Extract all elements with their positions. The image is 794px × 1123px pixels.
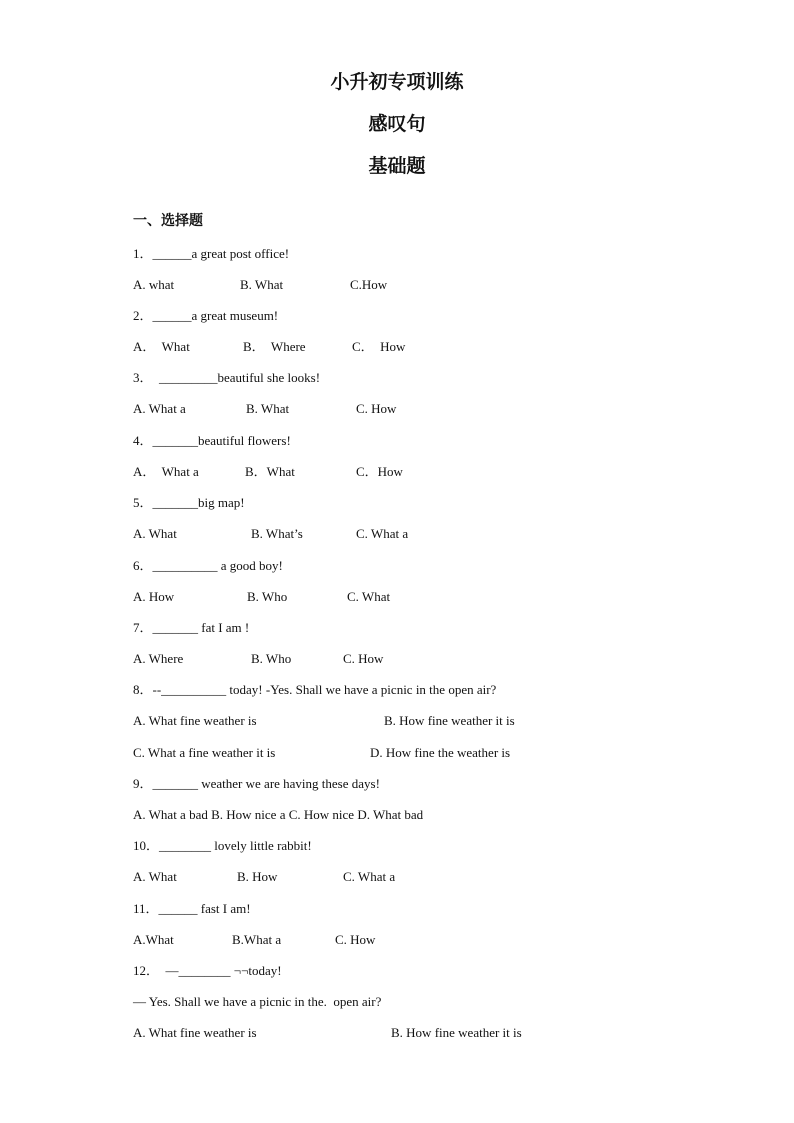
question-4-stem: 4．_______beautiful flowers! (133, 433, 291, 448)
section-heading: 一、选择题 (133, 213, 203, 229)
question-2-stem: 2．______a great museum! (133, 308, 279, 323)
question-4-option-b: B．What (245, 464, 295, 479)
question-2-option-a: A． What (133, 339, 190, 354)
question-10-option-a: A. What (133, 869, 177, 884)
question-1-option-c: C.How (350, 277, 388, 292)
question-5-option-b: B. What’s (251, 526, 303, 541)
question-5-option-a: A. What (133, 526, 177, 541)
question-11-option-b: B.What a (232, 932, 282, 947)
question-8-stem: 8．--__________ today! -Yes. Shall we have a picnic in the open air? (133, 682, 497, 697)
question-11-stem: 11．______ fast I am! (133, 901, 251, 916)
question-3-option-a: A. What a (133, 401, 186, 416)
question-4-option-c: C．How (356, 464, 403, 479)
question-7-option-b: B. Who (251, 651, 292, 666)
question-5-stem: 5．_______big map! (133, 495, 245, 510)
question-1-option-a: A. what (133, 277, 175, 292)
level-title: 基础题 (368, 155, 426, 177)
question-6-option-c: C. What (347, 589, 391, 604)
question-6-option-a: A. How (133, 589, 175, 604)
question-8-option-d: D. How fine the weather is (370, 745, 511, 760)
question-4-option-a: A． What a (133, 464, 199, 479)
question-3-option-c: C. How (356, 401, 397, 416)
question-6-option-b: B. Who (247, 589, 288, 604)
question-8-option-c: C. What a fine weather it is (133, 745, 276, 760)
question-12-stem-reply: — Yes. Shall we have a picnic in the. open air? (133, 994, 382, 1009)
question-8-option-b: B. How fine weather it is (384, 713, 515, 728)
topic-title: 感叹句 (368, 113, 426, 135)
question-6-stem: 6．__________ a good boy! (133, 558, 283, 573)
question-11-option-a: A.What (133, 932, 174, 947)
question-3-stem: 3． _________beautiful she looks! (133, 370, 321, 385)
question-12-option-a: A. What fine weather is (133, 1025, 257, 1040)
question-10-option-c: C. What a (343, 869, 396, 884)
question-10-stem: 10．________ lovely little rabbit! (133, 838, 312, 853)
question-11-option-c: C. How (335, 932, 376, 947)
question-2-option-b: B． Where (243, 339, 306, 354)
question-5-option-c: C. What a (356, 526, 409, 541)
question-12-option-b: B. How fine weather it is (391, 1025, 522, 1040)
question-7-option-a: A. Where (133, 651, 184, 666)
question-1-stem: 1．______a great post office! (133, 246, 290, 261)
question-12-stem: 12． —________ ¬¬today! (133, 963, 282, 978)
question-8-option-a: A. What fine weather is (133, 713, 257, 728)
question-2-option-c: C． How (352, 339, 406, 354)
page-title: 小升初专项训练 (330, 71, 464, 93)
question-7-option-c: C. How (343, 651, 384, 666)
question-7-stem: 7．_______ fat I am ! (133, 620, 250, 635)
question-9-stem: 9．_______ weather we are having these days! (133, 776, 380, 791)
question-3-option-b: B. What (246, 401, 290, 416)
question-10-option-b: B. How (237, 869, 278, 884)
question-9-options: A. What a bad B. How nice a C. How nice D. What bad (133, 807, 424, 822)
question-1-option-b: B. What (240, 277, 284, 292)
